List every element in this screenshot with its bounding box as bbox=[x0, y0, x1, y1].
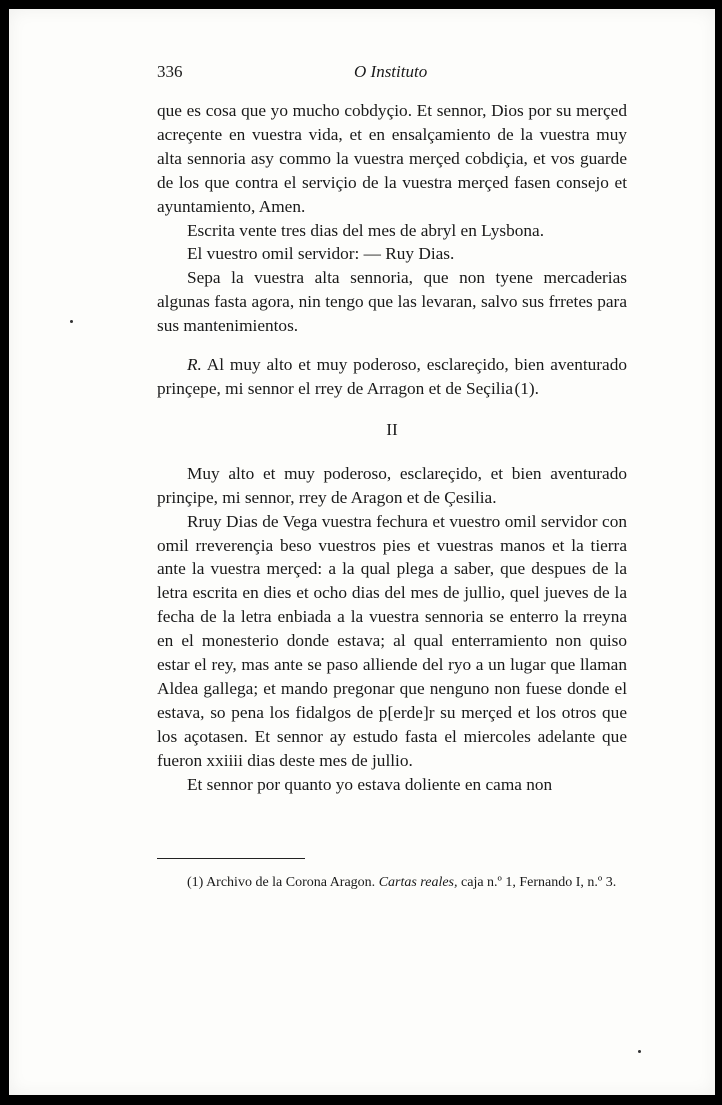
footnote-marker: (1) bbox=[187, 875, 204, 890]
paragraph: Et sennor por quanto yo estava doliente en cama non bbox=[187, 774, 553, 794]
paragraph: Escrita vente tres dias del mes de abryl en Lysbona. bbox=[187, 220, 545, 240]
footnote-rule bbox=[157, 858, 305, 859]
footnote-reference: (1) bbox=[514, 378, 535, 398]
footnote bbox=[157, 873, 627, 893]
main-text bbox=[157, 99, 627, 796]
paragraph: que es cosa que yo mucho cobdyçio. Et sennor, Dios por su merçed acreçente en vuestra vida, et en ensalçamiento de la vuestra muy alta sennoria asy commo la vuestra merçed cobdiçia, et vos guarde de los que contra el serviçio de la vuestra merçed fasen consejo et ayuntamiento, Amen. bbox=[157, 101, 627, 216]
footnote-text: Archivo de la Corona Aragon. bbox=[206, 875, 376, 890]
paragraph: Sepa la vuestra alta sennoria, que non tyene mercaderias algunas fasta agora, nin tengo que las levaran, salvo sus frretes para sus mantenimientos. bbox=[157, 268, 627, 336]
footnote-text: caja n.º 1, Fernando I, n.º 3. bbox=[461, 875, 617, 890]
paragraph: Rruy Dias de Vega vuestra fechura et vuestro omil servidor con omil rreverençia beso vuestros pies et vuestras manos et la tierra ante la vuestra merçed: a la qual plega a saber, que despues de la letra escrita en dies et ocho dias del mes de jullio, quel jueves de la fecha de la letra enbiada a la vuestra sennoria se enterro la rreyna en el monesterio donde estava; al qual enterramiento non quiso estar el rey, mas ante se paso alliende del ryo a un lugar que llaman Aldea gallega; et mando pregonar que nenguno non fuese donde el estava, so pena los fidalgos de p[erde]r su merçed et los otros que los açotasen. Et sennor ay estudo fasta el miercoles adelante que fueron xxiiii dias deste mes de jullio. bbox=[157, 511, 627, 770]
address-lead: R. bbox=[187, 355, 202, 375]
paragraph: Muy alto et muy poderoso, esclareçido, et bien aventurado prinçipe, mi sennor, rrey de Aragon et de Çesilia. bbox=[157, 463, 627, 507]
running-title: O Instituto bbox=[354, 62, 428, 81]
paper-speck bbox=[638, 1050, 641, 1053]
page-number: 336 bbox=[157, 62, 183, 81]
section-numeral: II bbox=[386, 419, 398, 439]
address-line bbox=[157, 353, 627, 401]
running-header bbox=[157, 62, 627, 86]
footnote-title: Cartas reales, bbox=[378, 875, 458, 890]
address-text: Al muy alto et muy poderoso, esclareçido, bien aventurado prinçepe, mi sennor el rrey de Arragon et de Seçilia bbox=[157, 355, 627, 398]
paper-speck bbox=[70, 320, 73, 323]
signature-line: El vuestro omil servidor: — Ruy Dias. bbox=[187, 244, 455, 264]
address-end: . bbox=[534, 378, 539, 398]
